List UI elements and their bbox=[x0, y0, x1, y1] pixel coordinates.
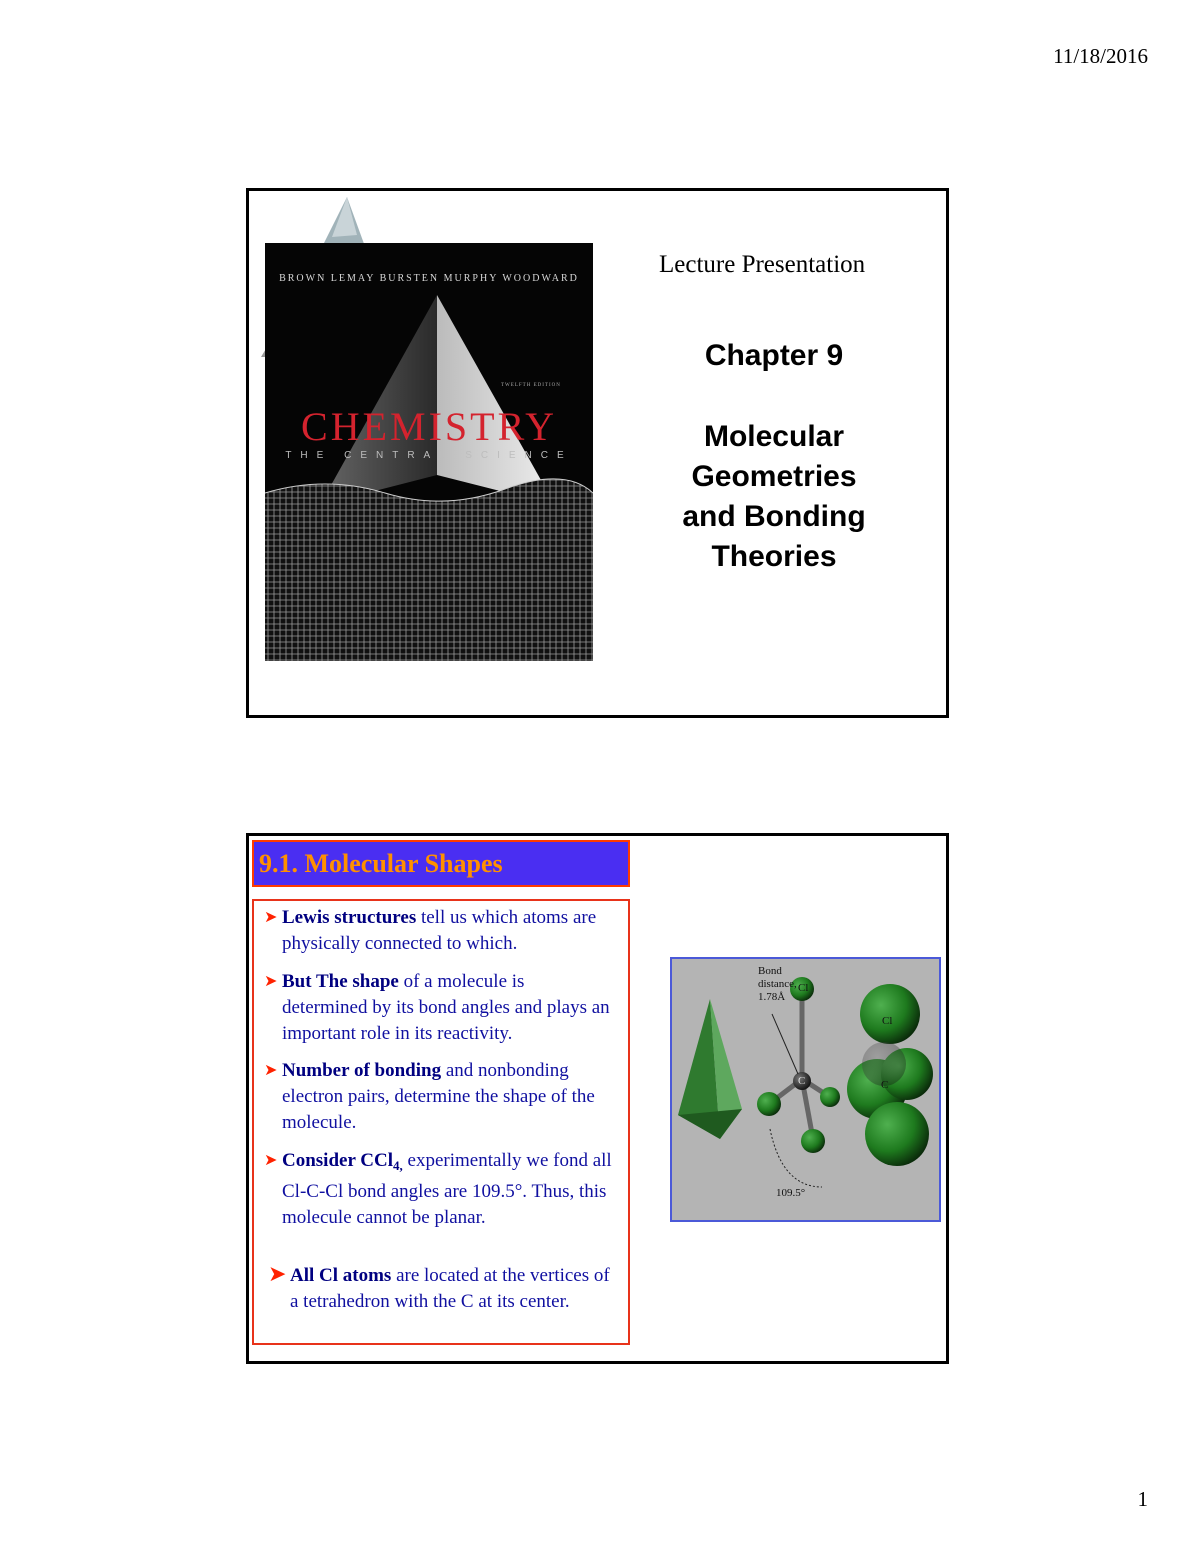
arrow-bullet-icon: ➤ bbox=[264, 973, 278, 990]
chapter-number: Chapter 9 bbox=[704, 339, 844, 372]
cover-authors: BROWN LEMAY BURSTEN MURPHY WOODWARD bbox=[279, 273, 579, 284]
bullet-bold: But The shape bbox=[282, 971, 399, 992]
cover-subtitle: THE CENTRAL SCIENCE bbox=[285, 450, 573, 461]
atom-label-cl-space: Cl bbox=[882, 1015, 893, 1027]
page-number: 1 bbox=[1137, 1487, 1148, 1511]
arrow-bullet-icon: ➤ bbox=[264, 1152, 278, 1169]
bullet-bold: Number of bonding bbox=[282, 1060, 442, 1081]
list-item bbox=[264, 969, 614, 1047]
book-cover-image bbox=[265, 243, 593, 661]
bond-angle-label: 109.5° bbox=[776, 1187, 806, 1199]
atom-label-c: C bbox=[798, 1075, 806, 1087]
bullet-bold: Consider CCl bbox=[282, 1150, 394, 1171]
arrow-bullet-icon: ➤ bbox=[264, 1062, 278, 1079]
slide-title bbox=[246, 188, 949, 718]
bullet-text: experimentally we fond all Cl-C-Cl bond angles are 109.5°. Thus, this molecule cannot be planar. bbox=[282, 1150, 612, 1228]
arrow-bullet-icon: ➤ bbox=[268, 1261, 287, 1286]
list-item bbox=[264, 905, 614, 957]
bullet-list bbox=[252, 899, 630, 1345]
lecture-label: Lecture Presentation bbox=[659, 251, 866, 278]
page-date: 11/18/2016 bbox=[1053, 44, 1148, 68]
bullet-text: tell us which atoms are physically connected to which. bbox=[282, 907, 597, 954]
atom-label-cl: Cl bbox=[798, 982, 809, 994]
cover-edition: TWELFTH EDITION bbox=[501, 383, 561, 388]
bond-distance-label: Bond distance, 1.78Å bbox=[758, 965, 797, 1003]
list-item bbox=[264, 1058, 614, 1136]
bullet-text: of a molecule is determined by its bond angles and plays an important role in its reactivity. bbox=[282, 971, 610, 1044]
slide-molecular-shapes bbox=[246, 833, 949, 1364]
bullet-subscript: 4, bbox=[393, 1158, 403, 1173]
bullet-bold: Lewis structures bbox=[282, 907, 417, 928]
cover-title: CHEMISTRY bbox=[301, 404, 557, 449]
list-item bbox=[268, 1263, 618, 1315]
chapter-title: Molecular Geometries and Bonding Theories bbox=[682, 420, 866, 573]
atom-label-c-space: C bbox=[881, 1079, 889, 1091]
ccl4-figure bbox=[670, 957, 941, 1222]
bullet-text: are located at the vertices of a tetrahedron with the C at its center. bbox=[290, 1265, 610, 1312]
bullet-bold: All Cl atoms bbox=[290, 1265, 392, 1286]
section-title: 9.1. Molecular Shapes bbox=[252, 840, 630, 887]
arrow-bullet-icon: ➤ bbox=[264, 909, 278, 926]
bullet-text: and nonbonding electron pairs, determine the shape of the molecule. bbox=[282, 1060, 595, 1133]
list-item bbox=[264, 1148, 614, 1231]
